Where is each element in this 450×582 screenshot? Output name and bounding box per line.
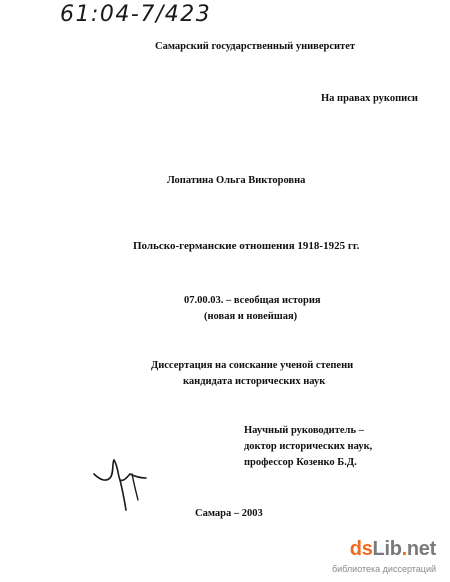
handwritten-catalog-number <box>58 0 238 26</box>
specialty-code: 07.00.03. – всеобщая история <box>184 295 321 306</box>
supervisor-role: Научный руководитель – <box>244 425 364 436</box>
supervisor-name: профессор Козенко Б.Д. <box>244 457 357 468</box>
signature-scribble <box>90 452 156 514</box>
svg-text:61:04-7/423: 61:04-7/423 <box>60 2 212 26</box>
manuscript-rights-label: На правах рукописи <box>321 93 418 104</box>
university-name: Самарский государственный университет <box>155 41 356 52</box>
dissertation-title: Польско-германские отношения 1918-1925 гг. <box>133 240 360 252</box>
supervisor-degree: доктор исторических наук, <box>244 441 373 452</box>
dslib-watermark <box>324 538 436 578</box>
dslib-logo: dsLib.net <box>349 538 436 560</box>
degree-line-1: Диссертация на соискание ученой степени <box>151 360 354 371</box>
dslib-tagline: библиотека диссертаций <box>331 564 436 574</box>
author-name: Лопатина Ольга Викторовна <box>167 175 306 186</box>
degree-line-2: кандидата исторических наук <box>183 376 326 387</box>
place-and-year: Самара – 2003 <box>195 508 263 519</box>
specialty-subtitle: (новая и новейшая) <box>204 311 298 322</box>
